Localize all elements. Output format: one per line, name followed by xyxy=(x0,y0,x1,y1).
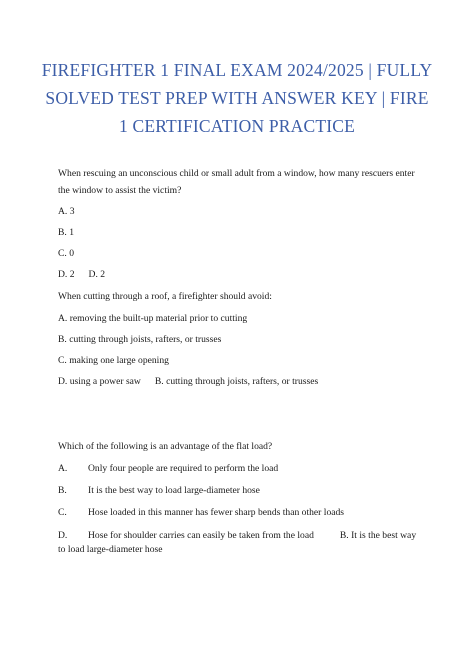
q3-option-a-text: Only four people are required to perform the load xyxy=(88,463,279,474)
q3-option-a xyxy=(58,463,278,475)
q1-option-b: B. 1 xyxy=(58,227,74,238)
q2-answer: B. cutting through joists, rafters, or trusses xyxy=(154,376,319,387)
q3-option-b-letter: B. xyxy=(58,485,67,496)
q2-option-b: B. cutting through joists, rafters, or trusses xyxy=(58,334,222,345)
q2-option-d-line xyxy=(58,376,318,388)
q1-answer: D. 2 xyxy=(88,269,106,280)
q3-option-d xyxy=(58,529,418,557)
q3-option-a-letter: A. xyxy=(58,463,68,474)
q1-option-d: D. 2 xyxy=(58,269,75,280)
q3-option-c xyxy=(58,507,344,519)
q3-option-c-letter: C. xyxy=(58,507,67,518)
q3-option-b-text: It is the best way to load large-diameter hose xyxy=(88,485,260,496)
q2-option-d: D. using a power saw xyxy=(58,376,141,387)
q2-option-a: A. removing the built-up material prior to cutting xyxy=(58,313,248,324)
document-title: FIREFIGHTER 1 FINAL EXAM 2024/2025 | FULLY SOLVED TEST PREP WITH ANSWER KEY | FIRE 1 CERTIFICATION PRACTICE xyxy=(41,60,433,136)
q3-answer: B. It is the best way to load large-diameter hose xyxy=(58,530,417,555)
q3-option-d-text: Hose for shoulder carries can easily be taken from the load xyxy=(88,530,314,541)
q3-option-c-text: Hose loaded in this manner has fewer sharp bends than other loads xyxy=(88,507,345,518)
question-2-text: When cutting through a roof, a firefighter should avoid: xyxy=(58,291,272,302)
q3-option-b xyxy=(58,485,260,497)
q1-option-d-line xyxy=(58,269,105,281)
q1-option-a: A. 3 xyxy=(58,206,75,217)
q1-option-c: C. 0 xyxy=(58,248,74,259)
q2-option-c: C. making one large opening xyxy=(58,355,169,366)
q3-option-d-letter: D. xyxy=(58,530,68,541)
question-1-text: When rescuing an unconscious child or small adult from a window, how many rescuers enter the window to assist the victim? xyxy=(58,168,415,196)
question-3-text: Which of the following is an advantage of the flat load? xyxy=(58,441,273,452)
